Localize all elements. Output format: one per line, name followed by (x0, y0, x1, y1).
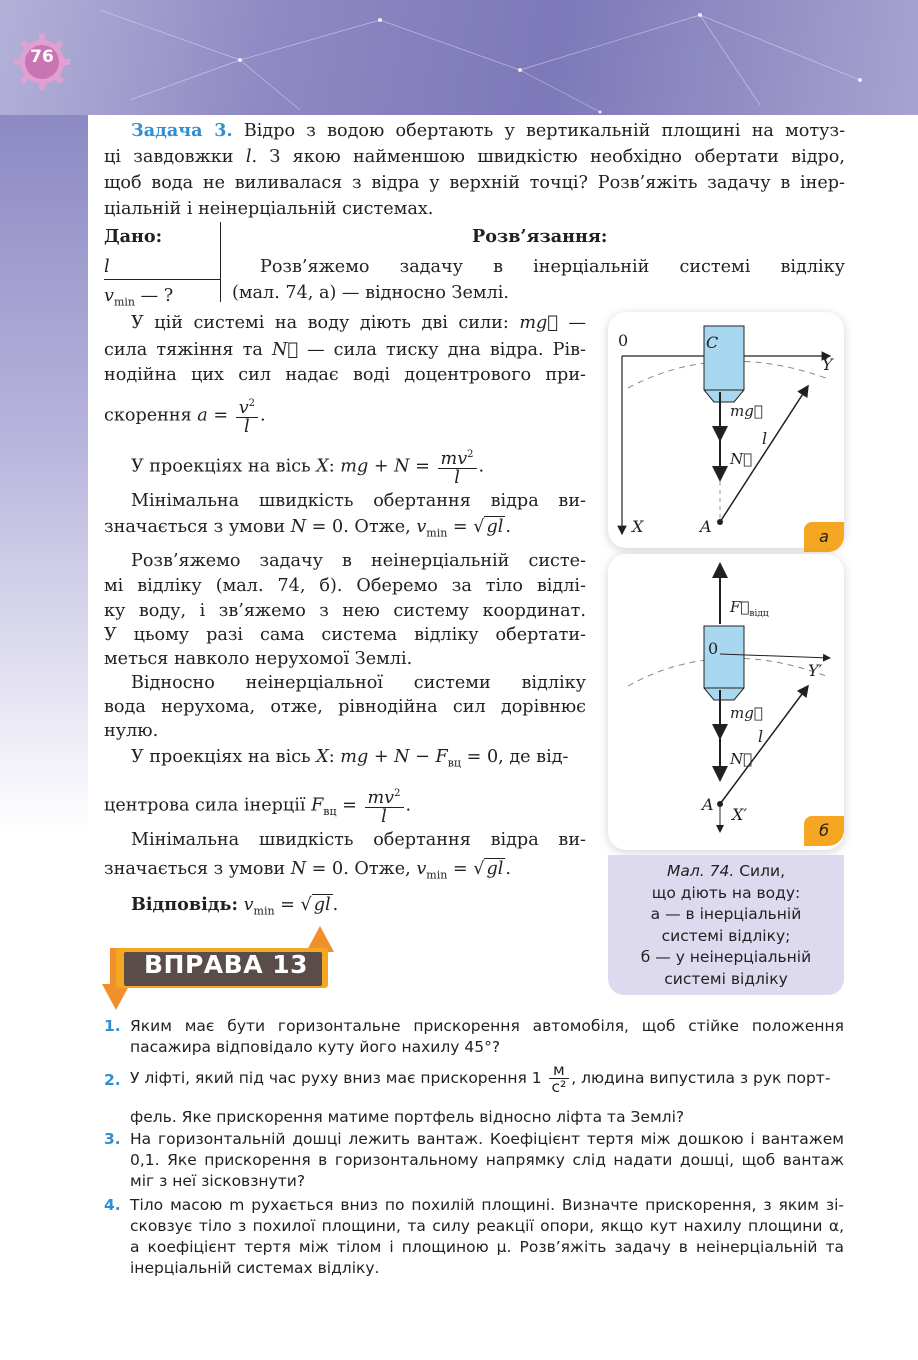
left-margin-decoration (0, 115, 88, 835)
fig-b-n-label: N (730, 750, 753, 768)
fig-b-mg-label: mg (730, 704, 763, 722)
para1-line3: нодійна цих сил надає воді доцентрового при- (104, 365, 586, 385)
para5-line3: нулю. (104, 721, 159, 741)
given-title: Дано: (104, 226, 163, 247)
problem-line-4: ціальній і неінерціальній системах. (104, 199, 434, 219)
given-length: l (104, 257, 110, 277)
para5-line1: Відносно неінерціальної системи відліку (131, 673, 586, 693)
problem-line-3: щоб вода не виливалася з відра у верхній точці? Розв’яжіть задачу в інер- (104, 173, 845, 193)
para1-line2: сила тяжіння та N⃗ — сила тиску дна відра. Рів- (104, 340, 586, 360)
para4-line2: мі відліку (мал. 74, б). Оберемо за тіло відлі- (104, 576, 586, 596)
para3-line2: значається з умови N = 0. Отже, $v_{min}$ = √ gl . (104, 517, 511, 540)
formula-noninertial: У проекціях на вісь X: mg + $N - F_{вц} = 0$, де від- (131, 747, 569, 770)
exercise-4-line-4: інерціальній системах відліку. (130, 1259, 380, 1277)
para5-line2: вода нерухома, отже, рівнодійна сил дорівнює (104, 697, 586, 717)
fig-a-y-label: Y (822, 355, 833, 374)
para7-line2: значається з умови N = 0. Отже, $v_{min}$ = √ gl . (104, 859, 511, 882)
para4-line1: Розв’яжемо задачу в неінерціальній систе- (131, 551, 586, 571)
para1-line1: У цій системі на воду діють дві сили: mg⃗ — (131, 313, 586, 333)
given-divider (104, 279, 220, 280)
para4-line3: ку воду, і зв’яжемо з нею систему координат. (104, 601, 586, 621)
fig-b-a-label: A (702, 795, 714, 814)
figure-a-diagram (608, 312, 844, 548)
solution-line-1: Розв’яжемо задачу в інерціальній системі відліку (260, 257, 845, 277)
exercise-4-line-2: сковзує тіло з похилої площини, та силу реакції опори, якщо кут нахилу площини α, (130, 1217, 844, 1235)
figure-b-panel (608, 554, 844, 850)
problem-line-2: ці завдовжки l. З якою найменшою швидкістю необхідно обертати відро, (104, 147, 845, 167)
solution-title: Розв’язання: (472, 226, 608, 247)
fig-b-f-label: $F_{відц}$ (730, 598, 769, 619)
given-unknown: $v_{min}$ — ? (104, 286, 174, 309)
fig-b-y-label: Y′ (808, 661, 823, 680)
exercise-2-number: 2. (104, 1071, 121, 1089)
exercise-3-line-2: 0,1. Яке прискорення в горизонтальному напрямку слід надати дошці, щоб вантаж (130, 1151, 844, 1169)
para4-line4: У цьому разі сама система відліку обертати- (104, 625, 586, 645)
exercise-2-line-2: фель. Яке прискорення матиме портфель відносно ліфта та Землі? (130, 1108, 685, 1126)
answer: Відповідь: $v_{min}$ = √ gl . (131, 894, 339, 918)
para3-line1: Мінімальна швидкість обертання відра ви- (131, 491, 586, 511)
figure-b-tag: б (804, 816, 844, 846)
exercise-4-line-1: Тіло масою m рухається вниз по похилій площині. Визначте прискорення, з яким зі- (130, 1196, 844, 1214)
fig-a-a-label: A (700, 517, 712, 536)
fig-a-l-label: l (762, 429, 768, 448)
para7-line1: Мінімальна швидкість обертання відра ви- (131, 830, 586, 850)
figure-caption (608, 855, 844, 995)
fig-b-origin-label: 0 (708, 639, 719, 658)
caption-line-4: системі відліку; (661, 926, 791, 945)
exercise-3-line-1: На горизонтальній дошці лежить вантаж. Коефіцієнт тертя між дошкою і вантажем (130, 1130, 844, 1148)
exercise-3-line-3: міг з неї зісковзнути? (130, 1172, 306, 1190)
exercise-2-line-1: У ліфті, який під час руху вниз має прискорення 1 $\frac{м}{\text{с²}}$ , людина випустила з рук порт- (130, 1061, 831, 1096)
formula-projection-x: У проекціях на вісь X: mg + N = $\frac{mv^2}{l}$ . (131, 446, 484, 487)
figure-a-tag: а (804, 522, 844, 552)
page-header-background (0, 0, 918, 115)
exercise-4-line-3: а коефіцієнт тертя між тілом і площиною μ. Розв’яжіть задачу в неінерціальній та (130, 1238, 844, 1256)
fig-a-n-label: N (730, 450, 753, 468)
exercise-1-line-1: Яким має бути горизонтальне прискорення автомобіля, щоб стійке положення (130, 1017, 844, 1035)
fig-a-x-label: X (632, 517, 644, 536)
formula-inertia-force: центрова сила інерції $F_{вц}$ = $\frac{mv^2}{l}$ . (104, 785, 411, 826)
given-vertical-rule (220, 222, 221, 302)
exercise-title: ВПРАВА 13 (144, 950, 309, 979)
fig-a-origin-label: 0 (618, 331, 629, 350)
exercise-4-number: 4. (104, 1196, 121, 1214)
caption-line-1: Мал. 74. Сили, (666, 862, 786, 880)
fig-b-x-label: X′ (732, 805, 748, 824)
para4-line5: меться навколо нерухомої Землі. (104, 649, 413, 669)
figure-b-diagram (608, 554, 844, 850)
figure-a-panel (608, 312, 844, 548)
fig-a-mg-label: mg (730, 402, 763, 420)
problem-line-1: Задача 3. Відро з водою обертають у вертикальній площині на мотуз- (131, 120, 846, 141)
caption-line-5: б — у неінерціальній (640, 948, 812, 966)
exercise-1-number: 1. (104, 1017, 121, 1035)
caption-line-3: а — в інерціальній (650, 905, 802, 923)
caption-line-6: системі відліку (664, 969, 788, 988)
formula-centripetal: скорення a = $\frac{v^2}{l}$ . (104, 395, 266, 436)
fig-a-c-label: C (706, 333, 719, 352)
fig-b-l-label: l (758, 727, 764, 746)
star-network-decoration (0, 0, 918, 115)
caption-line-2: що діють на воду: (651, 883, 801, 902)
page-number: 76 (30, 47, 54, 67)
exercise-1-line-2: пасажира відповідало куту його нахилу 45°? (130, 1038, 501, 1056)
exercise-3-number: 3. (104, 1130, 121, 1148)
solution-line-2: (мал. 74, а) — відносно Землі. (232, 283, 510, 303)
